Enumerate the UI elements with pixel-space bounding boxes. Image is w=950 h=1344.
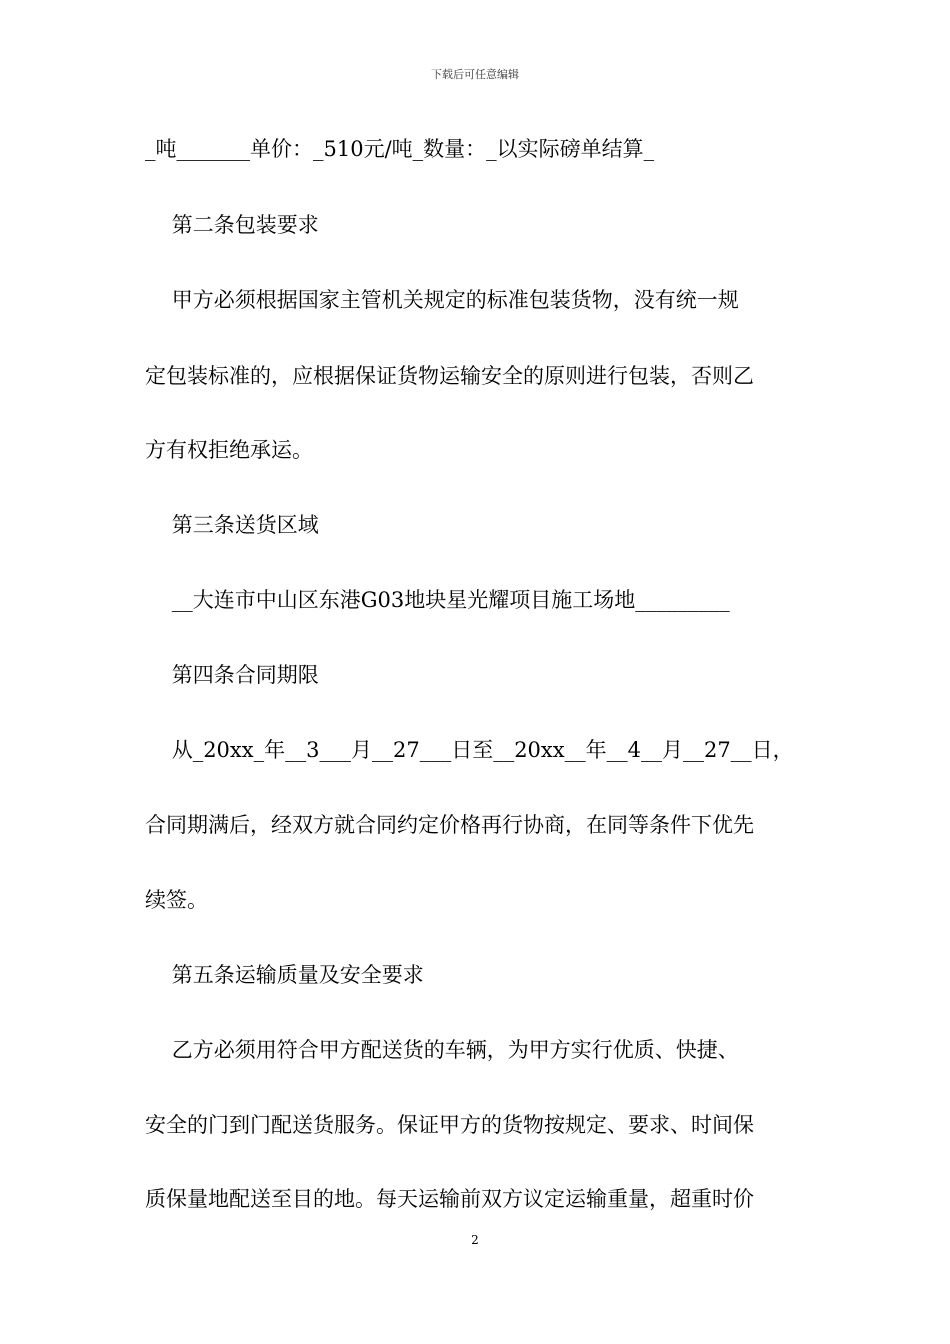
body-line: 乙方必须用符合甲方配送货的车辆，为甲方实行优质、快捷、 — [145, 1038, 739, 1062]
body-line: __大连市中山区东港G03地块星光耀项目施工场地_________ — [145, 588, 730, 612]
page-header: 下载后可任意编辑 — [431, 68, 519, 81]
section-heading: 第三条送货区域 — [145, 513, 319, 537]
body-line: 定包装标准的，应根据保证货物运输安全的原则进行包装，否则乙 — [145, 364, 754, 388]
body-line: 续签。 — [145, 888, 208, 912]
section-heading: 第四条合同期限 — [145, 663, 319, 687]
page-number: 2 — [471, 1233, 479, 1247]
body-line: _吨_______单价：_510元/吨_数量：_以实际磅单结算_ — [145, 137, 655, 161]
section-heading: 第二条包装要求 — [145, 213, 319, 237]
body-line: 安全的门到门配送货服务。保证甲方的货物按规定、要求、时间保 — [145, 1113, 754, 1137]
body-line: 甲方必须根据国家主管机关规定的标准包装货物，没有统一规 — [145, 288, 739, 312]
body-line: 合同期满后，经双方就合同约定价格再行协商，在同等条件下优先 — [145, 813, 754, 837]
section-heading: 第五条运输质量及安全要求 — [145, 963, 424, 987]
body-line: 质保量地配送至目的地。每天运输前双方议定运输重量，超重时价 — [145, 1187, 754, 1211]
body-line: 从_20xx_年__3___月__27___日至__20xx__年__4__月__27__日， — [145, 738, 794, 762]
body-line: 方有权拒绝承运。 — [145, 438, 313, 462]
